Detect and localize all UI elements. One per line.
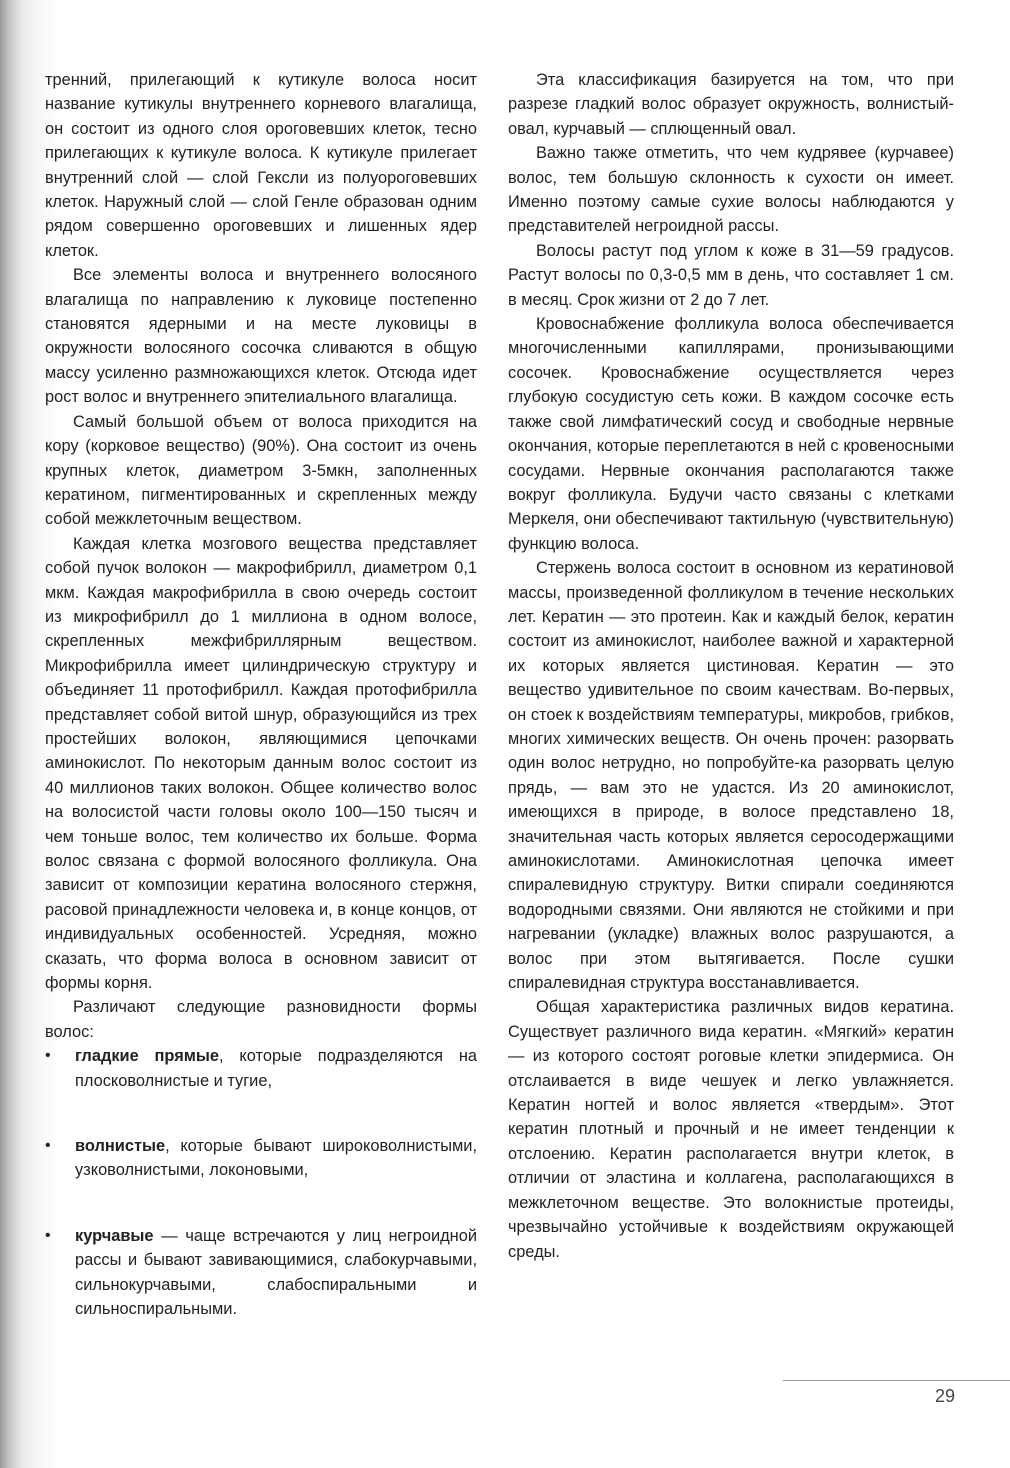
paragraph: Все элементы волоса и внутреннего волосяного влагалища по направлению к луковице постепенно становятся ядерными и на месте луковицы в окружности волосяного сосочка сливаются в общую массу усиленно размножающихся клеток. Отсюда идет рост волос и внутреннего эпителиального влагалища. — [45, 266, 477, 407]
term-bold: гладкие прямые — [75, 1047, 220, 1066]
term-bold: волнистые — [75, 1137, 166, 1156]
paragraph: Различают следующие разновидности формы волос: — [45, 998, 477, 1041]
list-item — [45, 1134, 477, 1183]
paragraph: Важно также отметить, что чем кудрявее (курчавее) волос, тем большую склонность к сухости он имеет. Именно поэтому самые сухие волосы наблюдаются у представителей негроидной рассы. — [508, 144, 954, 236]
paragraph: Кровоснабжение фолликула волоса обеспечивается многочисленными капиллярами, пронизывающими сосочек. Кровоснабжение осуществляется через глубокую сосудистую сеть кожи. В каждом сосочке есть также свой лимфатический сосуд и свободные нервные окончания, которые переплетаются в ней с кровеносными сосудами. Нервные окончания располагаются также вокруг фолликула. Будучи часто связаны с клетками Меркеля, они обеспечивают тактильную (чувствительную) функцию волоса. — [508, 315, 954, 553]
paragraph: Стержень волоса состоит в основном из кератиновой массы, произведенной фолликулом в течение нескольких лет. Кератин — это протеин. Как и каждый белок, кератин состоит из аминокислот, наиболее важной и характерной их которых является цистиновая. Кератин — это вещество удивительное по своим качествам. Во-первых, он стоек к воздействиям температуры, микробов, грибков, многих химических веществ. Он очень прочен: разорвать один волос нетрудно, но попробуйте-ка разорвать целую прядь, — вам это не удастся. Из 20 аминокислот, имеющихся в природе, в волосе представлено 18, значительная часть которых является серосодержащими аминокислотами. Аминокислотная цепочка имеет спиралевидную структуру. Витки спирали соединяются водородными связями. Они являются не стойкими и при нагревании (укладке) влажных волос разрушаются, а волос при этом вытягивается. После сушки спиралевидная структура восстанавливается. — [508, 559, 954, 993]
paragraph: Волосы растут под углом к коже в 31—59 градусов. Растут волосы по 0,3-0,5 мм в день, что составляет 1 см. в месяц. Срок жизни от 2 до 7 лет. — [508, 241, 954, 309]
left-column — [45, 68, 477, 1322]
page-number: 29 — [935, 1386, 956, 1406]
footer-divider — [783, 1380, 1010, 1381]
bullet-icon: • — [45, 1226, 51, 1244]
paragraph: Общая характеристика различных видов кератина. Существует различного вида кератин. «Мягкий» кератин — из которого состоят роговые клетки эпидермиса. Он отслаивается в виде чешуек и легко увлажняется. Кератин ногтей и волос является «твердым». Этот кератин плотный и прочный и не имеет тенденции к отслоению. Кератин располагается внутри клеток, в отличии от эластина и коллагена, располагающихся в межклеточном веществе. Это волокнистые протеиды, чрезвычайно устойчивые к воздействиям окружающей среды. — [508, 998, 954, 1261]
bullet-icon: • — [45, 1047, 51, 1065]
paragraph: Эта классификация базируется на том, что при разрезе гладкий волос образует окружность, волнистый-овал, курчавый — сплющенный овал. — [508, 71, 954, 138]
bullet-icon: • — [45, 1137, 51, 1155]
right-column — [508, 68, 954, 1264]
paragraph: Самый большой объем от волоса приходится на кору (корковое вещество) (90%). Она состоит из очень крупных клеток, диаметром 3-5мкн, заполненных кератином, пигментированных и скрепленных между собой межклеточным веществом. — [45, 412, 477, 529]
paragraph: тренний, прилегающий к кутикуле волоса носит название кутикулы внутреннего корневого влагалища, он состоит из одного слоя ороговевших клеток, тесно прилегающих к кутикуле волоса. К кутикуле прилегает внутренний слой — слой Гексли из полуороговевших клеток. Наружный слой — слой Генле образован одним рядом совершенно ороговевших и лишенных ядер клеток. — [45, 71, 477, 260]
paragraph: Каждая клетка мозгового вещества представляет собой пучок волокон — макрофибрилл, диаметром 0,1 мкм. Каждая макрофибрилла в свою очередь состоит из микрофибрилл до 1 миллиона в одном волосе, скрепленных межфибриллярным веществом. Микрофибрилла имеет цилиндрическую структуру и объединяет 11 протофибрилл. Каждая протофибрилла представляет собой витой шнур, образующийся из трех простейших волокон, являющимися цепочками аминокислот. По некоторым данным волос состоит из 40 миллионов таких волокон. Общее количество волос на волосистой части головы около 100—150 тысяч и чем тоньше волос, тем количество их больше. Форма волос связана с формой волосяного фолликула. Она зависит от композиции кератина волосяного стержня, расовой принадлежности человека и, в конце концов, от индивидуальных особенностей. Усредняя, можно сказать, что форма волоса в основном зависит от формы корня. — [45, 534, 477, 993]
term-bold: курчавые — [75, 1226, 154, 1245]
list-item — [45, 1044, 477, 1093]
list-item — [45, 1224, 477, 1322]
list-item-text: , которые бывают широковолнистыми, узковолнистыми, локоновыми, — [75, 1137, 477, 1180]
list-item-text: — чаще встречаются у лиц негроидной рассы и бывают завивающимися, слабокурчавыми, сильнокурчавыми, слабоспиральными и сильноспиральными. — [75, 1226, 477, 1319]
hair-forms-list — [45, 1044, 477, 1321]
list-item-text: , которые подразделяются на плосковолнистые и тугие, — [75, 1047, 477, 1090]
